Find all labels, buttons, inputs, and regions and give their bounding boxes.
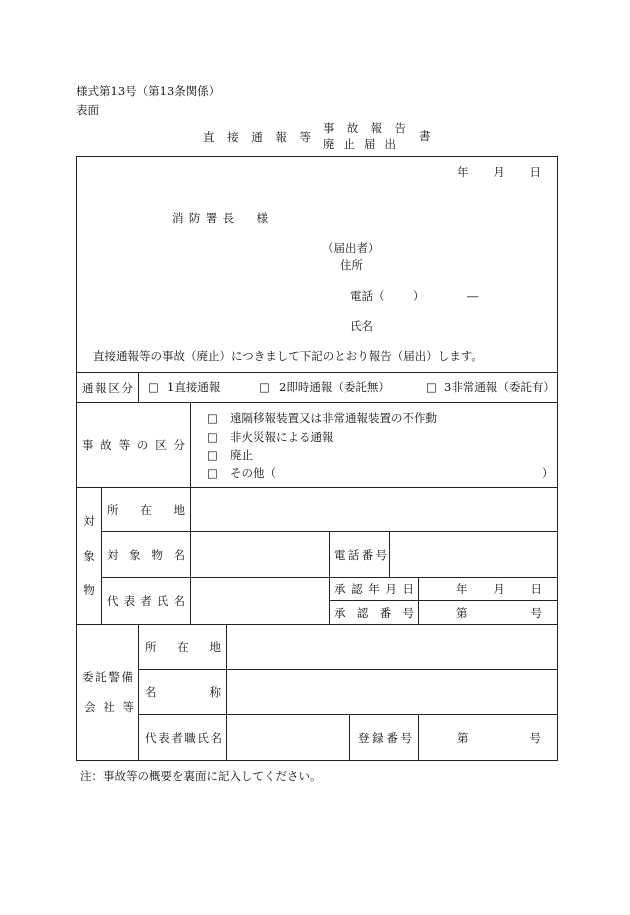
security-name-label: 名 称 [145,685,221,699]
registration-number-label-cell [349,714,419,761]
report-type-checkbox-3[interactable]: □ [426,380,437,394]
phone-dash: ― [467,289,479,303]
report-type-option-1: 1直接通報 [167,380,221,394]
incident-option-1: 遠隔移報装置又は非常通報装置の不作動 [230,411,437,425]
registration-number-field[interactable] [418,714,558,761]
target-label: 対 象 物 [83,514,95,597]
approval-date-field[interactable] [418,577,558,601]
incident-option-3: 廃止 [230,448,253,462]
incident-label-cell [76,402,191,488]
report-type-checkbox-2[interactable]: □ [259,380,270,394]
approval-number-label-cell [329,600,419,625]
incident-checkbox-3[interactable]: □ [207,448,218,462]
approval-number-label: 承 認 番 号 [334,605,414,620]
phone-close-paren: ） [413,289,425,303]
security-company-label-cell [76,624,139,761]
incident-checkbox-1[interactable]: □ [207,411,218,425]
target-location-field[interactable] [190,487,558,532]
target-label-cell [76,487,102,625]
report-type-label-cell [76,372,139,403]
approval-date-label-cell [329,577,419,601]
target-phone-label-cell [329,531,390,578]
security-representative-field[interactable] [226,714,350,761]
incident-checkbox-4[interactable]: □ [207,466,218,480]
security-representative-label: 代 表 者 職 氏 名 [145,730,222,745]
target-phone-label: 電 話 番 号 [334,547,387,562]
report-type-option-2: 2即時通報（委託無） [279,380,390,394]
registration-number-label: 登 録 番 号 [358,730,412,745]
notice-section [76,156,558,373]
security-location-field[interactable] [226,624,558,670]
name-label: 氏名 [350,319,373,333]
security-representative-label-cell [138,714,227,761]
title-main: 直 接 通 報 等 [203,130,311,144]
page-side-label: 表面 [76,103,99,117]
approval-date-label: 承 認 年 月 日 [334,582,414,596]
title-variant-report: 事 故 報 告 [323,121,406,135]
report-type-options-cell [138,372,558,403]
phone-label: 電話（ [350,289,385,303]
approval-number-field[interactable] [418,600,558,625]
target-location-label: 所 在 地 [107,502,185,517]
title-variant-notice: 廃 止 届 出 [323,137,396,151]
target-name-label: 対 象 物 名 [107,547,185,562]
applicant-label: （届出者） [322,241,380,255]
approval-date-value: 年 月 日 [456,582,542,596]
form-number: 様式第13号（第13条関係） [76,84,221,98]
report-type-option-3: 3非常通報（委託有） [444,380,555,394]
address-label: 住所 [340,258,363,272]
target-representative-field[interactable] [190,577,330,625]
incident-checkbox-2[interactable]: □ [207,430,218,444]
report-type-label: 通 報 区 分 [82,380,133,395]
security-location-label-cell [138,624,227,670]
target-representative-label-cell [101,577,191,625]
security-company-label-line1: 委 託 警 備 [82,670,133,684]
registration-number-value: 第 号 [457,730,541,745]
target-name-label-cell [101,531,191,578]
title-suffix: 書 [419,129,431,143]
security-company-label-line2: 会 社 等 [84,700,134,714]
security-name-field[interactable] [226,669,558,715]
incident-other-close-paren: ） [542,466,554,480]
target-location-label-cell [101,487,191,532]
approval-number-value: 第 号 [456,605,542,620]
incident-label: 事 故 等 の 区 分 [82,438,185,452]
incident-option-2: 非火災報による通報 [230,430,334,444]
statement: 直接通報等の事故（廃止）につきまして下記のとおり報告（届出）します。 [93,349,483,363]
footnote: 注：事故等の概要を裏面に記入してください。 [80,769,322,783]
report-type-checkbox-1[interactable]: □ [148,380,159,394]
security-name-label-cell [138,669,227,715]
notice-date[interactable]: 年 月 日 [457,165,541,179]
addressee: 消 防 署 長 様 [172,211,268,225]
security-location-label: 所 在 地 [145,640,221,654]
incident-option-4: その他（ [230,466,276,480]
target-name-field[interactable] [190,531,330,578]
target-phone-field[interactable] [389,531,558,578]
incident-options-cell [190,402,558,488]
target-representative-label: 代 表 者 氏 名 [107,594,185,608]
